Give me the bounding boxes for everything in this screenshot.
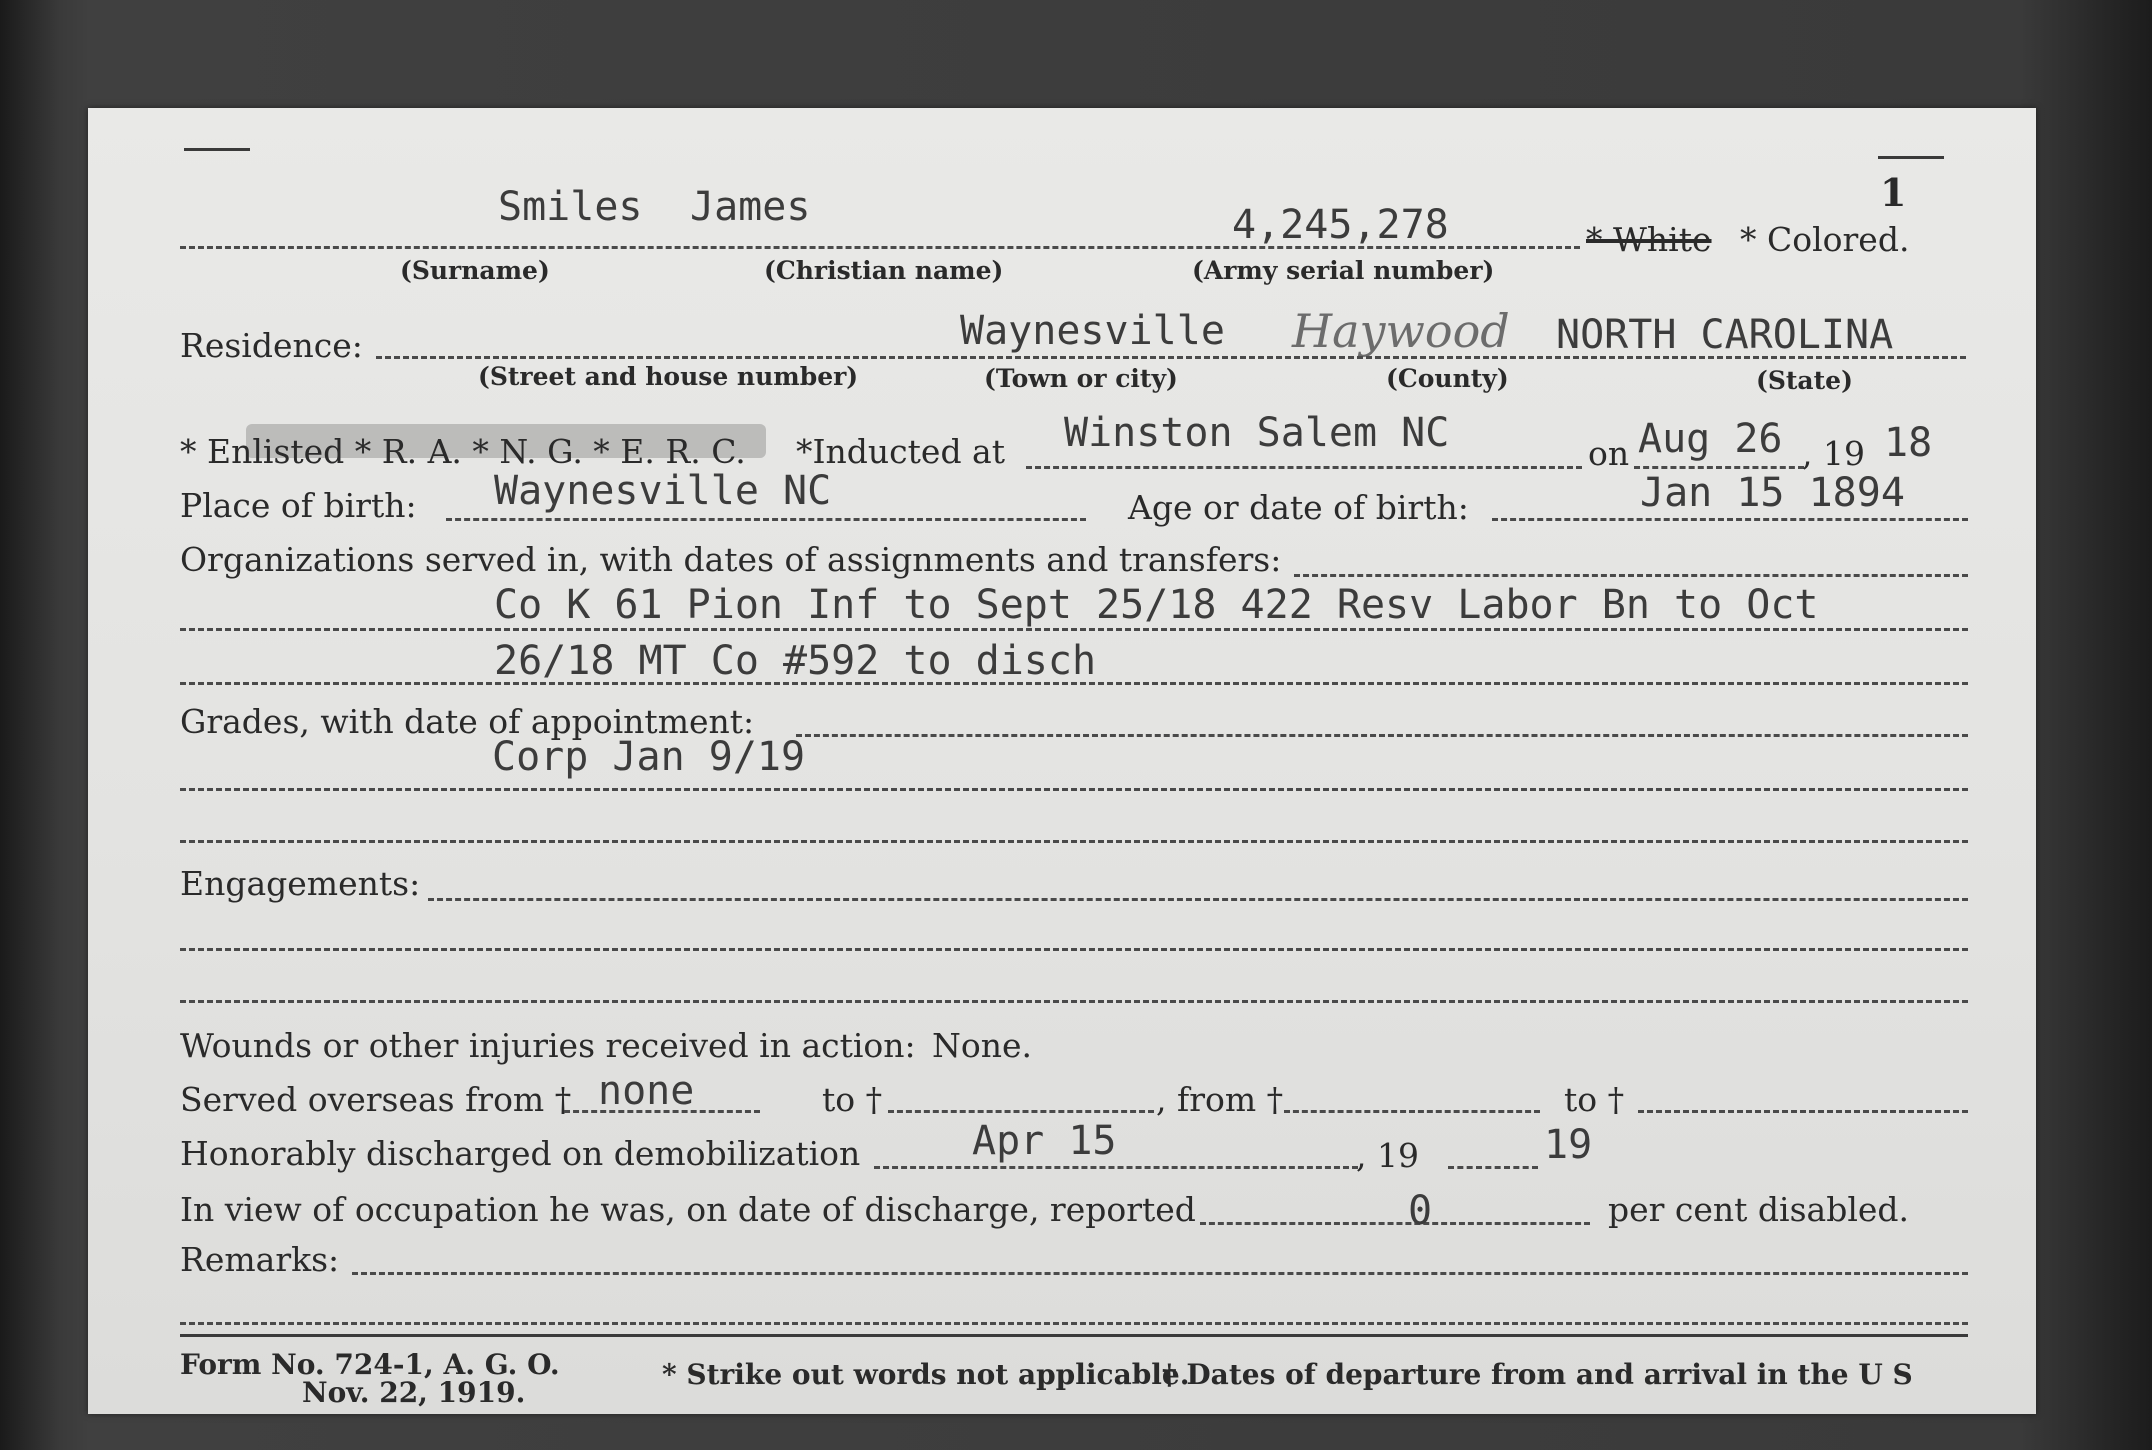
overseas-from2-line xyxy=(1284,1110,1540,1113)
discharge-year-value: 19 xyxy=(1544,1122,1593,1168)
remarks-line-0 xyxy=(352,1272,1968,1275)
discharge-year-prefix: , 19 xyxy=(1356,1136,1419,1175)
inducted-at-value: Winston Salem NC xyxy=(1064,410,1450,456)
discharge-label: Honorably discharged on demobilization xyxy=(180,1134,861,1173)
serial-number-caption: (Army serial number) xyxy=(1192,256,1495,285)
form-number: Form No. 724-1, A. G. O. xyxy=(180,1348,560,1381)
disability-line xyxy=(1200,1222,1590,1225)
footer-rule xyxy=(180,1334,1968,1337)
christian-name-value: James xyxy=(690,184,811,230)
inducted-at-label: *Inducted at xyxy=(796,432,1005,471)
inducted-on-label: on xyxy=(1588,434,1630,473)
overseas-from-value: none xyxy=(598,1068,695,1114)
surname-caption: (Surname) xyxy=(400,256,550,285)
grades-label: Grades, with date of appointment: xyxy=(180,702,755,741)
residence-state-value: NORTH CAROLINA xyxy=(1556,312,1894,358)
remarks-label: Remarks: xyxy=(180,1240,340,1279)
dates-note: † Dates of departure from and arrival in the U S xyxy=(1162,1358,1913,1391)
disability-suffix: per cent disabled. xyxy=(1608,1190,1910,1229)
inducted-year-value: 18 xyxy=(1884,420,1933,466)
overseas-from2-label: , from † xyxy=(1156,1080,1284,1119)
wounds-value: None. xyxy=(932,1026,1033,1065)
card-number: 1 xyxy=(1880,170,1907,215)
organizations-line-0 xyxy=(1294,574,1968,577)
strike-out-note: * Strike out words not applicable. xyxy=(662,1358,1190,1391)
organizations-value-1: Co K 61 Pion Inf to Sept 25/18 422 Resv Labor Bn to Oct xyxy=(494,582,1819,628)
county-caption: (County) xyxy=(1386,364,1509,393)
engagements-line-2 xyxy=(180,1000,1968,1003)
organizations-line-2 xyxy=(180,682,1968,685)
engagements-line-0 xyxy=(428,898,1968,901)
residence-county-value: Haywood xyxy=(1292,304,1510,358)
organizations-value-2: 26/18 MT Co #592 to disch xyxy=(494,638,1097,684)
birth-place-value: Waynesville NC xyxy=(494,468,832,514)
residence-line xyxy=(376,356,1966,359)
birth-place-label: Place of birth: xyxy=(180,486,417,525)
state-caption: (State) xyxy=(1756,366,1853,395)
surname-value: Smiles xyxy=(498,184,643,230)
disability-value: 0 xyxy=(1408,1188,1433,1234)
wounds-label: Wounds or other injuries received in action: xyxy=(180,1026,916,1065)
engagements-line-1 xyxy=(180,948,1968,951)
organizations-label: Organizations served in, with dates of assignments and transfers: xyxy=(180,540,1282,579)
inducted-date-line xyxy=(1634,466,1804,469)
top-left-rule xyxy=(184,148,250,151)
overseas-to2-label: to † xyxy=(1564,1080,1625,1119)
christian-name-caption: (Christian name) xyxy=(764,256,1004,285)
overseas-from-label: Served overseas from † xyxy=(180,1080,572,1119)
town-caption: (Town or city) xyxy=(984,364,1178,393)
top-right-rule xyxy=(1878,156,1944,159)
inducted-date-value: Aug 26 xyxy=(1638,416,1783,462)
birth-date-value: Jan 15 1894 xyxy=(1640,470,1905,516)
birth-date-label: Age or date of birth: xyxy=(1128,488,1469,527)
name-line xyxy=(180,246,1580,249)
overseas-to-line xyxy=(888,1110,1154,1113)
grades-line-1 xyxy=(180,788,1968,791)
birth-date-line xyxy=(1492,518,1968,521)
race-white-option: * White xyxy=(1586,220,1712,259)
grades-value: Corp Jan 9/19 xyxy=(492,734,806,780)
overseas-to2-line xyxy=(1638,1110,1968,1113)
organizations-line-1 xyxy=(180,628,1968,631)
inducted-at-line xyxy=(1026,466,1582,469)
grades-line-2 xyxy=(180,840,1968,843)
discharge-date-line xyxy=(874,1166,1358,1169)
residence-label: Residence: xyxy=(180,326,363,365)
serial-number-value: 4,245,278 xyxy=(1232,202,1449,248)
engagements-label: Engagements: xyxy=(180,864,421,903)
discharge-date-value: Apr 15 xyxy=(972,1118,1117,1164)
birth-place-line xyxy=(446,518,1086,521)
race-colored-option: * Colored. xyxy=(1740,220,1910,259)
form-date: Nov. 22, 1919. xyxy=(302,1376,526,1409)
street-caption: (Street and house number) xyxy=(478,362,859,391)
discharge-year-line xyxy=(1448,1166,1538,1169)
inducted-year-prefix: , 19 xyxy=(1802,434,1865,473)
overseas-to-label: to † xyxy=(822,1080,883,1119)
grades-line-0 xyxy=(796,734,1968,737)
remarks-line-1 xyxy=(180,1322,1968,1325)
enlisted-options: * Enlisted * R. A. * N. G. * E. R. C. xyxy=(180,432,746,471)
residence-town-value: Waynesville xyxy=(960,308,1225,354)
service-record-card xyxy=(88,108,2036,1414)
disability-label: In view of occupation he was, on date of discharge, reported xyxy=(180,1190,1196,1229)
